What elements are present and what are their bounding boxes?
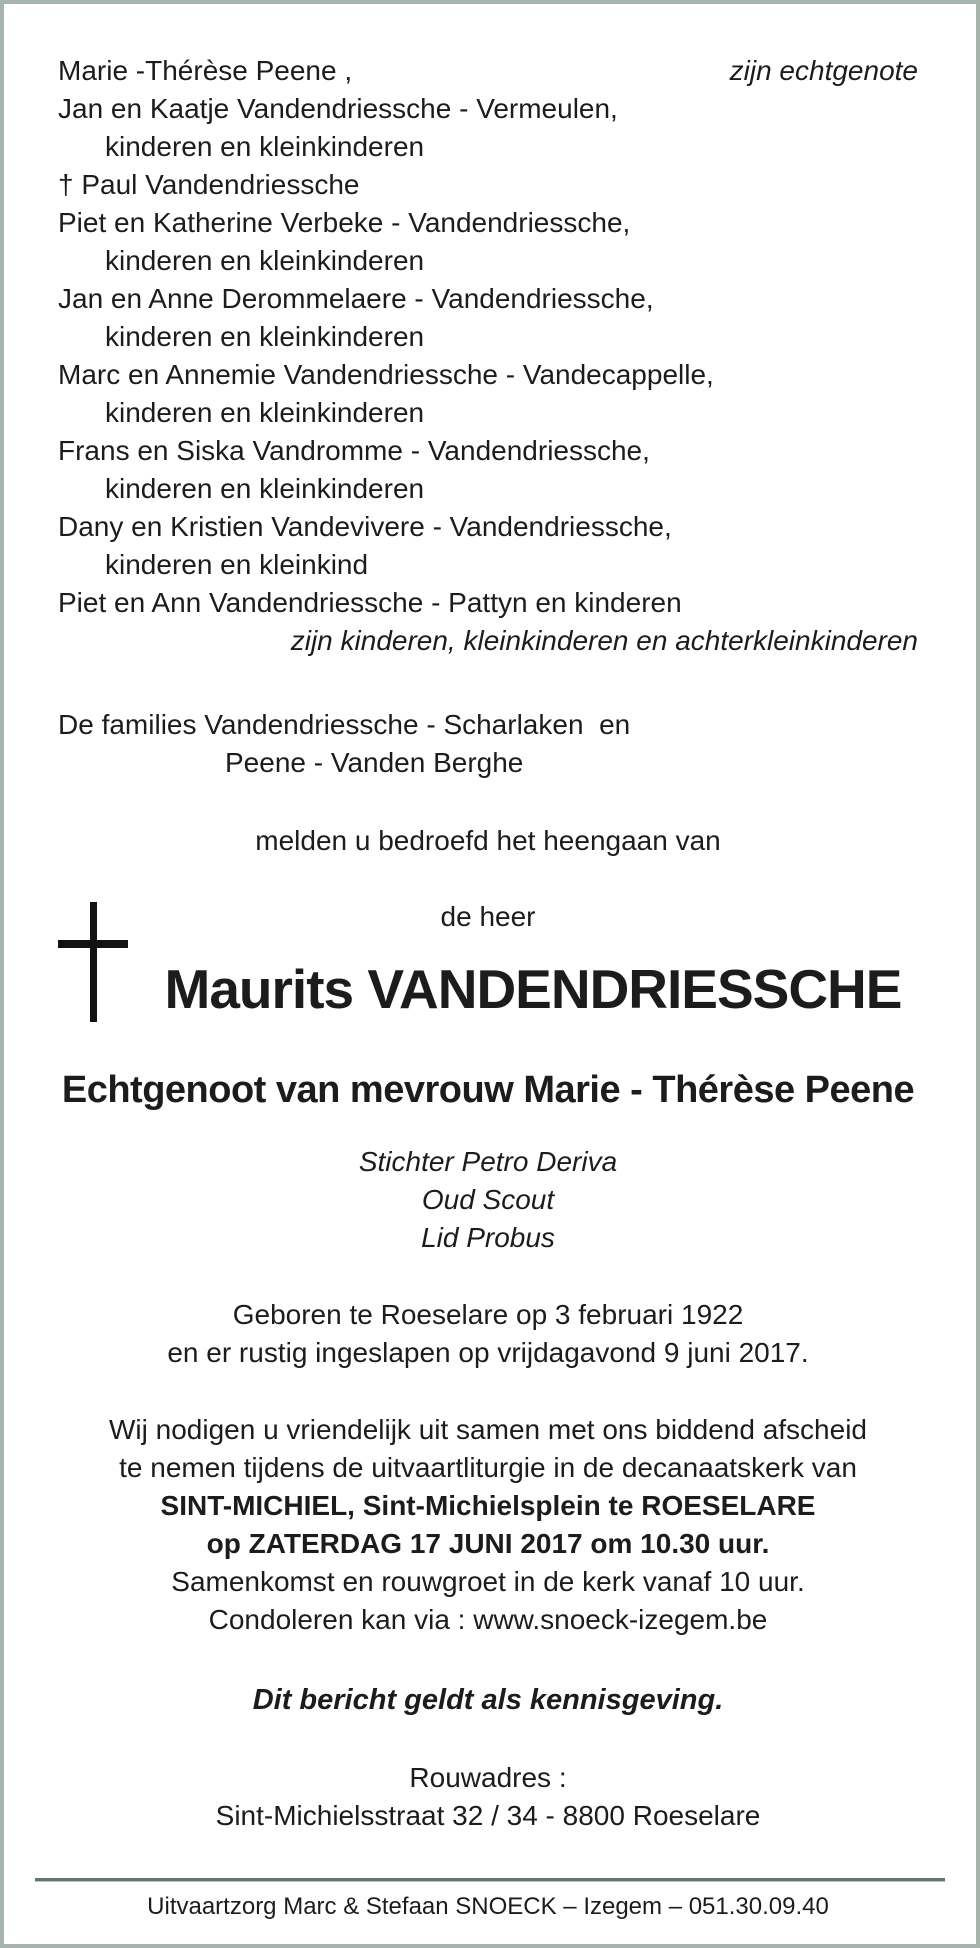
mourning-address-label: Rouwadres : [409, 1762, 567, 1793]
death-line: en er rustig ingeslapen op vrijdagavond 9 juni 2017. [167, 1337, 809, 1368]
family-line: Marc en Annemie Vandendriessche - Vandecappelle, [58, 359, 714, 390]
family-line: kinderen en kleinkinderen [105, 321, 425, 352]
descendants-line: zijn kinderen, kleinkinderen en achterkleinkinderen [290, 625, 918, 656]
family-line: kinderen en kleinkind [105, 549, 369, 580]
family-line: kinderen en kleinkinderen [105, 397, 425, 428]
spouse-name: Marie -Thérèse Peene , [58, 55, 353, 86]
families-line-2: Peene - Vanden Berghe [225, 747, 524, 778]
spouse-of-line: Echtgenoot van mevrouw Marie - Thérèse Peene [61, 1069, 915, 1111]
salutation: de heer [440, 901, 536, 932]
deceased-name: Maurits VANDENDRIESSCHE [164, 958, 902, 1020]
gathering-line: Samenkomst en rouwgroet in de kerk vanaf 10 uur. [171, 1566, 805, 1597]
family-line: Frans en Siska Vandromme - Vandendriessche, [58, 435, 650, 466]
family-list [58, 52, 918, 660]
life-dates-block [58, 1296, 918, 1372]
notice-line: Dit bericht geldt als kennisgeving. [252, 1684, 724, 1716]
title-line: Oud Scout [421, 1184, 555, 1215]
family-line: kinderen en kleinkinderen [105, 473, 425, 504]
families-line-1: De families Vandendriessche - Scharlaken en [58, 709, 631, 740]
mourning-address-value: Sint-Michielsstraat 32 / 34 - 8800 Roeselare [215, 1800, 761, 1831]
titles-block [58, 1143, 918, 1257]
family-line: † Paul Vandendriessche [58, 169, 360, 200]
birth-line: Geboren te Roeselare op 3 februari 1922 [232, 1299, 744, 1330]
family-line: Jan en Kaatje Vandendriessche - Vermeulen, [58, 93, 618, 124]
funeral-home-line: Uitvaartzorg Marc & Stefaan SNOECK – Izegem – 051.30.09.40 [147, 1893, 829, 1920]
invitation-block [58, 1411, 918, 1639]
title-line: Lid Probus [421, 1222, 555, 1253]
family-line: Dany en Kristien Vandevivere - Vandendriessche, [58, 511, 672, 542]
family-line: Piet en Ann Vandendriessche - Pattyn en kinderen [58, 587, 682, 618]
mourning-address-block [58, 1759, 918, 1835]
title-line: Stichter Petro Deriva [358, 1146, 618, 1177]
spouse-row [58, 52, 918, 90]
condolence-line: Condoleren kan via : www.snoeck-izegem.be [208, 1604, 768, 1635]
announcement-line: melden u bedroefd het heengaan van [255, 825, 721, 856]
invitation-line: te nemen tijdens de uitvaartliturgie in de decanaatskerk van [119, 1452, 857, 1483]
families-block [58, 706, 918, 782]
spouse-relation: zijn echtgenote [729, 55, 918, 86]
family-line: Jan en Anne Derommelaere - Vandendriessche, [58, 283, 654, 314]
church-line: SINT-MICHIEL, Sint-Michielsplein te ROESELARE [160, 1490, 816, 1521]
footer-divider [35, 1878, 945, 1882]
family-line: kinderen en kleinkinderen [105, 131, 425, 162]
family-line: Piet en Katherine Verbeke - Vandendriessche, [58, 207, 631, 238]
deceased-name-row [58, 944, 918, 1034]
invitation-line: Wij nodigen u vriendelijk uit samen met ons biddend afscheid [109, 1414, 867, 1445]
date-time-line: op ZATERDAG 17 JUNI 2017 om 10.30 uur. [206, 1528, 770, 1559]
family-line: kinderen en kleinkinderen [105, 245, 425, 276]
